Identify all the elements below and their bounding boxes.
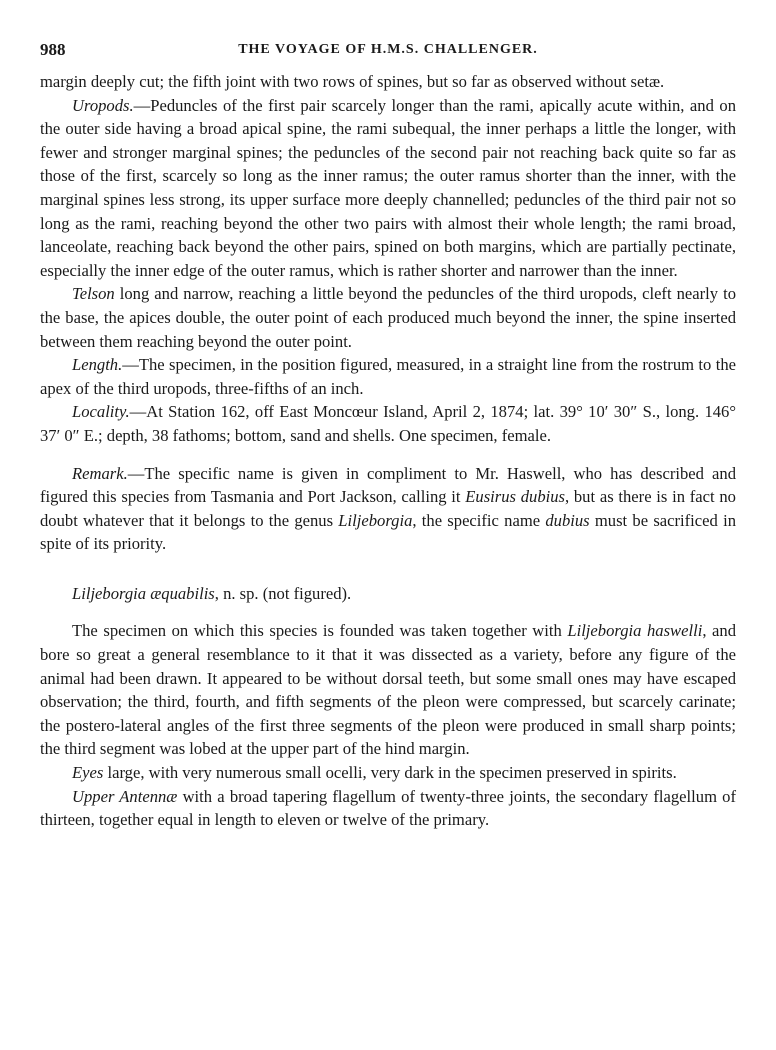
remark-text-4: must be sacrificed in spite of its priority.: [40, 510, 736, 554]
paragraph-specimen: [40, 619, 736, 761]
remark-italic-3: dubius: [545, 510, 590, 530]
paragraph-eyes: [40, 761, 736, 785]
specimen-italic: Liljeborgia haswelli: [567, 621, 703, 641]
antennae-label: Upper Antennæ: [72, 786, 178, 806]
length-text: —The specimen, in the position figured, measured, in a straight line from the rostrum to the apex of the third uropods, three-fifths of an inch.: [40, 355, 736, 398]
remark-text-3: , the specific name: [412, 510, 546, 530]
remark-italic-1: Eusirus dubius: [465, 487, 565, 507]
spacer: [40, 448, 736, 462]
paragraph-uropods: [40, 94, 736, 283]
paragraph-telson: [40, 282, 736, 353]
specimen-text-1: The specimen on which this species is founded was taken together with: [72, 621, 568, 641]
remark-text-2: , but as there is in fact no doubt whatever that it belongs to the genus: [40, 487, 736, 530]
remark-text-1: —The specific name is given in compliment to Mr. Haswell, who has described and figured this species from Tasmania and Port Jackson, calling it: [40, 463, 736, 507]
specimen-text-2: , and bore so great a general resemblance to it that it was dissected as a variety, before any figure of the animal had been drawn. It appeared to be without dorsal teeth, but some small ones may have escaped observation; the third, fourth, and fifth segments of the pleon were compressed, but scarcely carinate; the postero-lateral angles of the first three segments of the pleon were produced in small sharp points; the third segment was lobed at the upper part of the hind margin.: [40, 621, 736, 759]
spacer: [40, 605, 736, 619]
telson-text: long and narrow, reaching a little beyond the peduncles of the third uropods, cleft nearly to the base, the apices double, the outer point of each produced much beyond the inner, the spine inserted between them reaching beyond the outer point.: [40, 284, 736, 351]
remark-label: Remark.: [72, 463, 128, 483]
species-name: Liljeborgia æquabilis: [72, 583, 215, 603]
species-note: , n. sp. (not figured).: [214, 583, 352, 603]
eyes-text: large, with very numerous small ocelli, very dark in the specimen preserved in spirits.: [103, 763, 677, 783]
page: [40, 40, 736, 832]
remark-italic-2: Liljeborgia: [338, 510, 413, 530]
paragraph-length: [40, 353, 736, 400]
locality-label: Locality.: [72, 402, 130, 422]
uropods-text: —Peduncles of the first pair scarcely longer than the rami, apically acute within, and on the outer side having a broad apical spine, the rami subequal, the inner perhaps a little the longer, with fewer and stronger marginal spines; the peduncles of the second pair not reaching back quite so far as those of the first, scarcely so long as the inner ramus; the outer ramus shorter than the inner, with the marginal spines less strong, its upper surface more deeply channelled; peduncles of the third pair not so long as the rami, reaching beyond the other two pairs with almost their whole length; the rami broad, lanceolate, reaching back beyond the other pairs, spined on both margins, which are partially pectinate, especially the inner edge of the outer ramus, which is rather shorter and narrower than the inner.: [40, 95, 736, 280]
telson-label: Telson: [72, 284, 115, 304]
uropods-label: Uropods.: [72, 95, 134, 115]
paragraph-remark: [40, 462, 736, 556]
page-number: 988: [40, 40, 66, 59]
page-header: [40, 40, 736, 70]
antennae-text: with a broad tapering flagellum of twenty-three joints, the secondary flagellum of thirteen, together equal in length to eleven or twelve of the primary.: [40, 786, 736, 830]
paragraph-locality: [40, 400, 736, 447]
length-label: Length.: [72, 355, 123, 375]
running-title: THE VOYAGE OF H.M.S. CHALLENGER.: [238, 42, 538, 57]
locality-text: —At Station 162, off East Moncœur Island, April 2, 1874; lat. 39° 10′ 30″ S., long. 146° 37′ 0″ E.; depth, 38 fathoms; bottom, sand and shells. One specimen, female.: [40, 402, 736, 445]
eyes-label: Eyes: [72, 763, 104, 783]
spacer: [40, 556, 736, 582]
paragraph-antennae: [40, 785, 736, 832]
paragraph-continuation: margin deeply cut; the fifth joint with two rows of spines, but so far as observed without setæ.: [40, 72, 665, 91]
species-heading: [40, 582, 736, 606]
